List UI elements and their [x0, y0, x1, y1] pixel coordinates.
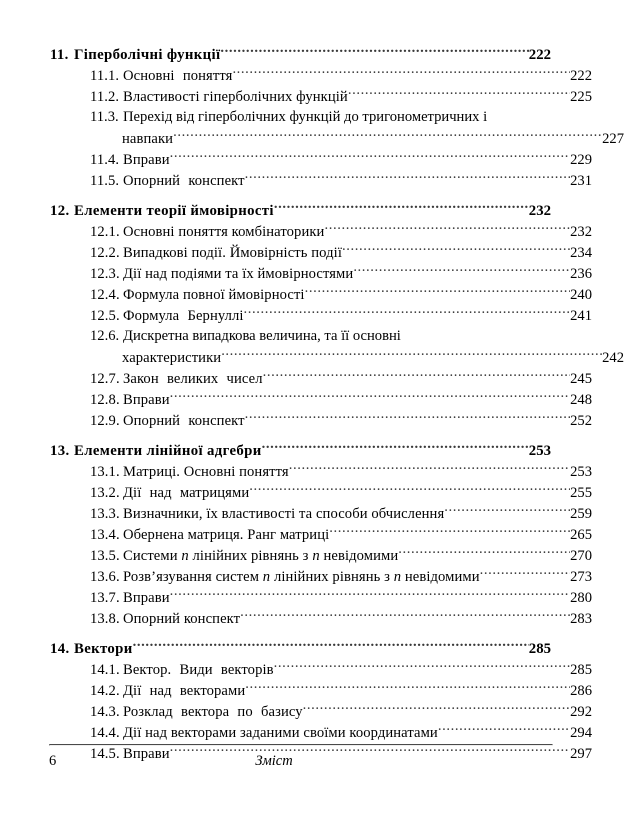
toc-entry-13-2-page: 255 — [570, 484, 592, 501]
dot-leader — [170, 149, 570, 164]
toc-entry-13-4-page: 265 — [570, 526, 592, 543]
toc-entry-12-7-page: 245 — [570, 370, 592, 387]
toc-entry-14-5-page: 297 — [570, 745, 592, 762]
toc-chapter-14-page: 285 — [528, 640, 551, 657]
toc-entry-11-4-page: 229 — [570, 151, 592, 168]
toc-entry-12-9-page: 252 — [570, 412, 592, 429]
toc-entry-12-5[interactable] — [49, 305, 592, 326]
toc-entry-11-3-line1[interactable]: 11.3. Перехід від гіперболічних функцій до тригонометричних і — [90, 109, 488, 125]
toc-entry-13-8-page: 283 — [570, 610, 592, 627]
dot-leader — [263, 368, 571, 383]
toc-entry-12-5-page: 241 — [570, 307, 592, 324]
toc-entry-14-1-label: 14.1. Вектор. Види векторів — [90, 661, 274, 678]
toc-entry-12-9[interactable] — [49, 410, 592, 431]
toc-entry-13-6-label: 13.6. Розв’язування систем n лінійних рівнянь з n невідомими — [90, 568, 480, 585]
toc-chapter-12-page: 232 — [528, 202, 551, 219]
footer-running-title: Зміст — [255, 753, 293, 769]
toc-entry-11-5[interactable] — [49, 170, 592, 191]
toc-entry-14-4-page: 294 — [570, 724, 592, 741]
dot-leader — [342, 242, 570, 257]
toc-entry-11-1-label: 11.1. Основні поняття — [90, 67, 233, 84]
toc-entry-12-6-line1[interactable]: 12.6. Дискретна випадкова величина, та її основні — [90, 328, 401, 344]
dot-leader — [305, 284, 571, 299]
toc-entry-13-4-label: 13.4. Обернена матриця. Ранг матриці — [90, 526, 330, 543]
toc-chapter-11-label: 11. Гіперболічні функції — [50, 46, 221, 63]
toc-entry-12-3-label: 12.3. Дії над подіями та їх ймовірностями — [90, 265, 354, 282]
toc-entry-14-3-label: 14.3. Розклад вектора по базису — [90, 703, 303, 720]
toc-entry-11-5-label: 11.5. Опорний конспект — [90, 172, 245, 189]
dot-leader — [221, 347, 602, 362]
dot-leader — [398, 545, 570, 560]
dot-leader — [245, 680, 570, 695]
dot-leader — [170, 389, 570, 404]
toc-entry-14-1-page: 285 — [570, 661, 592, 678]
toc-entry-12-6-page: 242 — [602, 349, 624, 366]
dot-leader — [220, 44, 528, 59]
dot-leader — [245, 410, 570, 425]
toc-entry-11-2-label: 11.2. Властивості гіперболічних функцій — [90, 88, 348, 105]
dot-leader — [240, 608, 570, 623]
toc-entry-12-6-label: Дискретна випадкова величина, та її основні — [123, 328, 401, 344]
dot-leader — [329, 524, 570, 539]
dot-leader — [444, 503, 570, 518]
toc-entry-11-2-page: 225 — [570, 88, 592, 105]
toc-entry-13-2-label: 13.2. Дії над матрицями — [90, 484, 250, 501]
toc-entry-12-4-page: 240 — [570, 286, 592, 303]
toc-entry-13-1-label: 13.1. Матриці. Основні поняття — [90, 463, 289, 480]
toc-entry-14-3-page: 292 — [570, 703, 592, 720]
toc-entry-11-1-page: 222 — [570, 67, 592, 84]
toc-entry-12-2-page: 234 — [570, 244, 592, 261]
toc-entry-12-2-label: 12.2. Випадкові події. Ймовірність події — [90, 244, 342, 261]
toc-entry-12-5-label: 12.5. Формула Бернуллі — [90, 307, 244, 324]
toc-chapter-13-page: 253 — [528, 442, 551, 459]
toc-entry-13-5-page: 270 — [570, 547, 592, 564]
toc-entry-13-8-label: 13.8. Опорний конспект — [90, 610, 241, 627]
toc-entry-13-6-page: 273 — [570, 568, 592, 585]
toc-entry-11-2[interactable] — [49, 86, 592, 107]
toc-entry-11-3-page: 227 — [602, 130, 624, 147]
dot-leader — [353, 263, 570, 278]
dot-leader — [303, 701, 570, 716]
dot-leader — [173, 128, 602, 143]
toc-entry-11-3-label-cont: навпаки — [122, 130, 174, 147]
toc-entry-13-5-label: 13.5. Системи n лінійних рівнянь з n невідомими — [90, 547, 399, 564]
dot-leader — [274, 200, 529, 215]
toc-chapter-13-label: 13. Елементи лінійної адгебри — [50, 442, 262, 459]
toc-entry-13-8[interactable] — [49, 608, 592, 629]
footer-page-number: 6 — [49, 753, 57, 769]
toc-entry-13-1-page: 253 — [570, 463, 592, 480]
dot-leader — [324, 221, 570, 236]
dot-leader — [245, 170, 570, 185]
toc-chapter-14-label: 14. Вектори — [50, 640, 133, 657]
toc-chapter-11-page: 222 — [528, 46, 551, 63]
toc-entry-12-3-page: 236 — [570, 265, 592, 282]
toc-entry-13-7-page: 280 — [570, 589, 592, 606]
toc-entry-13-3-page: 259 — [570, 505, 592, 522]
dot-leader — [244, 305, 571, 320]
dot-leader — [348, 86, 570, 101]
dot-leader — [170, 587, 570, 602]
toc-entry-12-6-label-cont: характеристики — [122, 349, 222, 366]
toc-entry-11-5-page: 231 — [570, 172, 592, 189]
toc-chapter-12-label: 12. Елементи теорії ймовірності — [50, 202, 274, 219]
dot-leader — [289, 461, 570, 476]
toc-entry-13-7-label: 13.7. Вправи — [90, 589, 170, 606]
toc-entry-14-4-label: 14.4. Дії над векторами заданими своїми координатами — [90, 724, 438, 741]
toc-entry-13-3-label: 13.3. Визначники, їх властивості та способи обчислення — [90, 505, 445, 522]
dot-leader — [480, 566, 570, 581]
dot-leader — [249, 482, 570, 497]
toc-entry-12-1-label: 12.1. Основні поняття комбінаторики — [90, 223, 325, 240]
dot-leader — [262, 440, 529, 455]
table-of-contents — [49, 44, 624, 764]
toc-entry-14-5-label: 14.5. Вправи — [90, 745, 170, 762]
toc-entry-12-1-page: 232 — [570, 223, 592, 240]
dot-leader — [133, 638, 529, 653]
page-footer — [49, 744, 551, 778]
toc-entry-11-4-label: 11.4. Вправи — [90, 151, 170, 168]
dot-leader — [232, 65, 570, 80]
toc-entry-14-2-page: 286 — [570, 682, 592, 699]
footer-divider — [49, 744, 553, 746]
toc-entry-11-3-label: Перехід від гіперболічних функцій до тригонометричних і — [123, 109, 488, 125]
toc-entry-12-7-label: 12.7. Закон великих чисел — [90, 370, 263, 387]
dot-leader — [438, 722, 570, 737]
toc-entry-14-2-label: 14.2. Дії над векторами — [90, 682, 246, 699]
dot-leader — [274, 659, 570, 674]
toc-entry-12-8-page: 248 — [570, 391, 592, 408]
toc-entry-12-4-label: 12.4. Формула повної ймовірності — [90, 286, 305, 303]
toc-entry-12-8-label: 12.8. Вправи — [90, 391, 170, 408]
toc-entry-12-9-label: 12.9. Опорний конспект — [90, 412, 245, 429]
